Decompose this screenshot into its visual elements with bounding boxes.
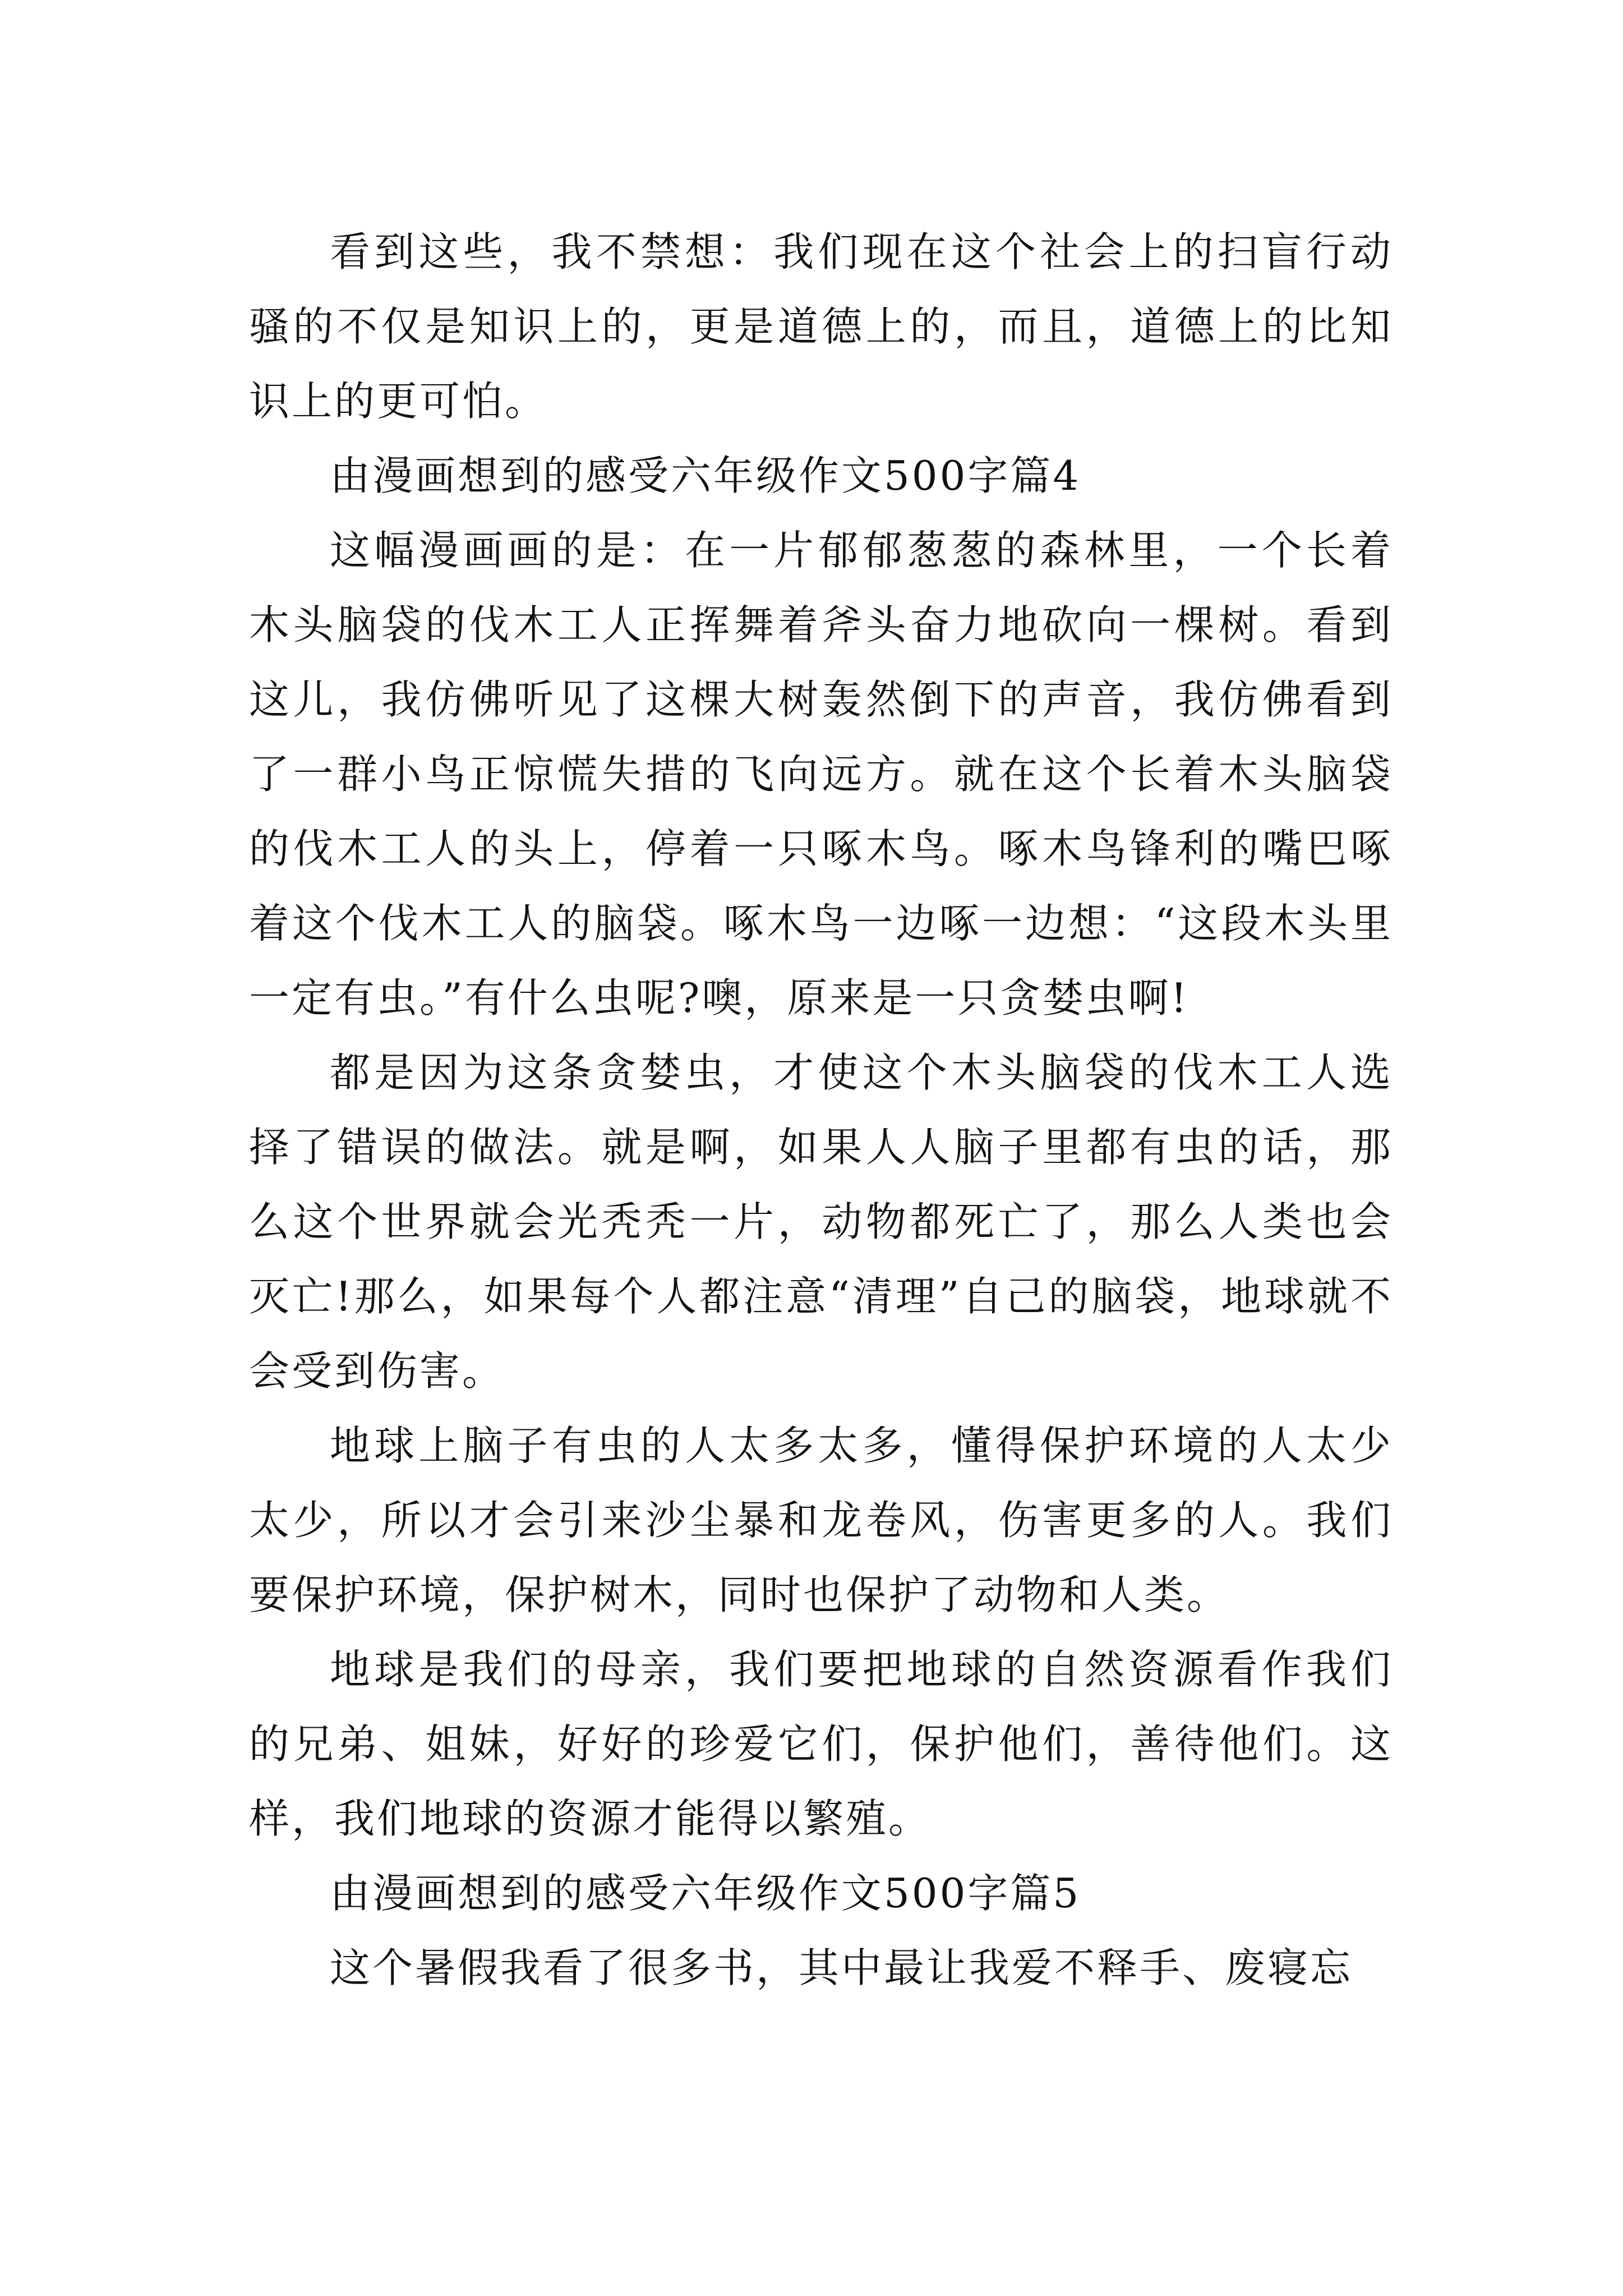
section-heading-4: 由漫画想到的感受六年级作文500字篇4 [330,452,1081,499]
section-heading-5: 由漫画想到的感受六年级作文500字篇5 [330,1870,1081,1917]
paragraph-greed-bug: 都是因为这条贪婪虫，才使这个木头脑袋的伐木工人选择了错误的做法。就是啊，如果人人脑子里都有虫的话，那么这个世界就会光秃秃一片，动物都死亡了，那么人类也会灭亡!那么，如果每个人都注意“清理”自己的脑袋，地球就不会受到伤害。 [249,1049,1393,1395]
document-body [249,215,1393,2005]
paragraph-comic-description: 这幅漫画画的是：在一片郁郁葱葱的森林里，一个长着木头脑袋的伐木工人正挥舞着斧头奋力地砍向一棵树。看到这儿，我仿佛听见了这棵大树轰然倒下的声音，我仿佛看到了一群小鸟正惊慌失措的飞向远方。就在这个长着木头脑袋的伐木工人的头上，停着一只啄木鸟。啄木鸟锋利的嘴巴啄着这个伐木工人的脑袋。啄木鸟一边啄一边想：“这段木头里一定有虫。”有什么虫呢?噢，原来是一只贪婪虫啊! [249,527,1393,1022]
paragraph-summer-reading: 这个暑假我看了很多书，其中最让我爱不释手、废寝忘 [330,1944,1353,1991]
paragraph-protect-environment: 地球上脑子有虫的人太多太多，懂得保护环境的人太少太少，所以才会引来沙尘暴和龙卷风，伤害更多的人。我们要保护环境，保护树木，同时也保护了动物和人类。 [249,1422,1393,1618]
paragraph-reflection: 看到这些，我不禁想：我们现在这个社会上的扫盲行动骚的不仅是知识上的，更是道德上的，而且，道德上的比知识上的更可怕。 [249,228,1393,425]
paragraph-earth-mother: 地球是我们的母亲，我们要把地球的自然资源看作我们的兄弟、姐妹，好好的珍爱它们，保护他们，善待他们。这样，我们地球的资源才能得以繁殖。 [249,1646,1393,1842]
